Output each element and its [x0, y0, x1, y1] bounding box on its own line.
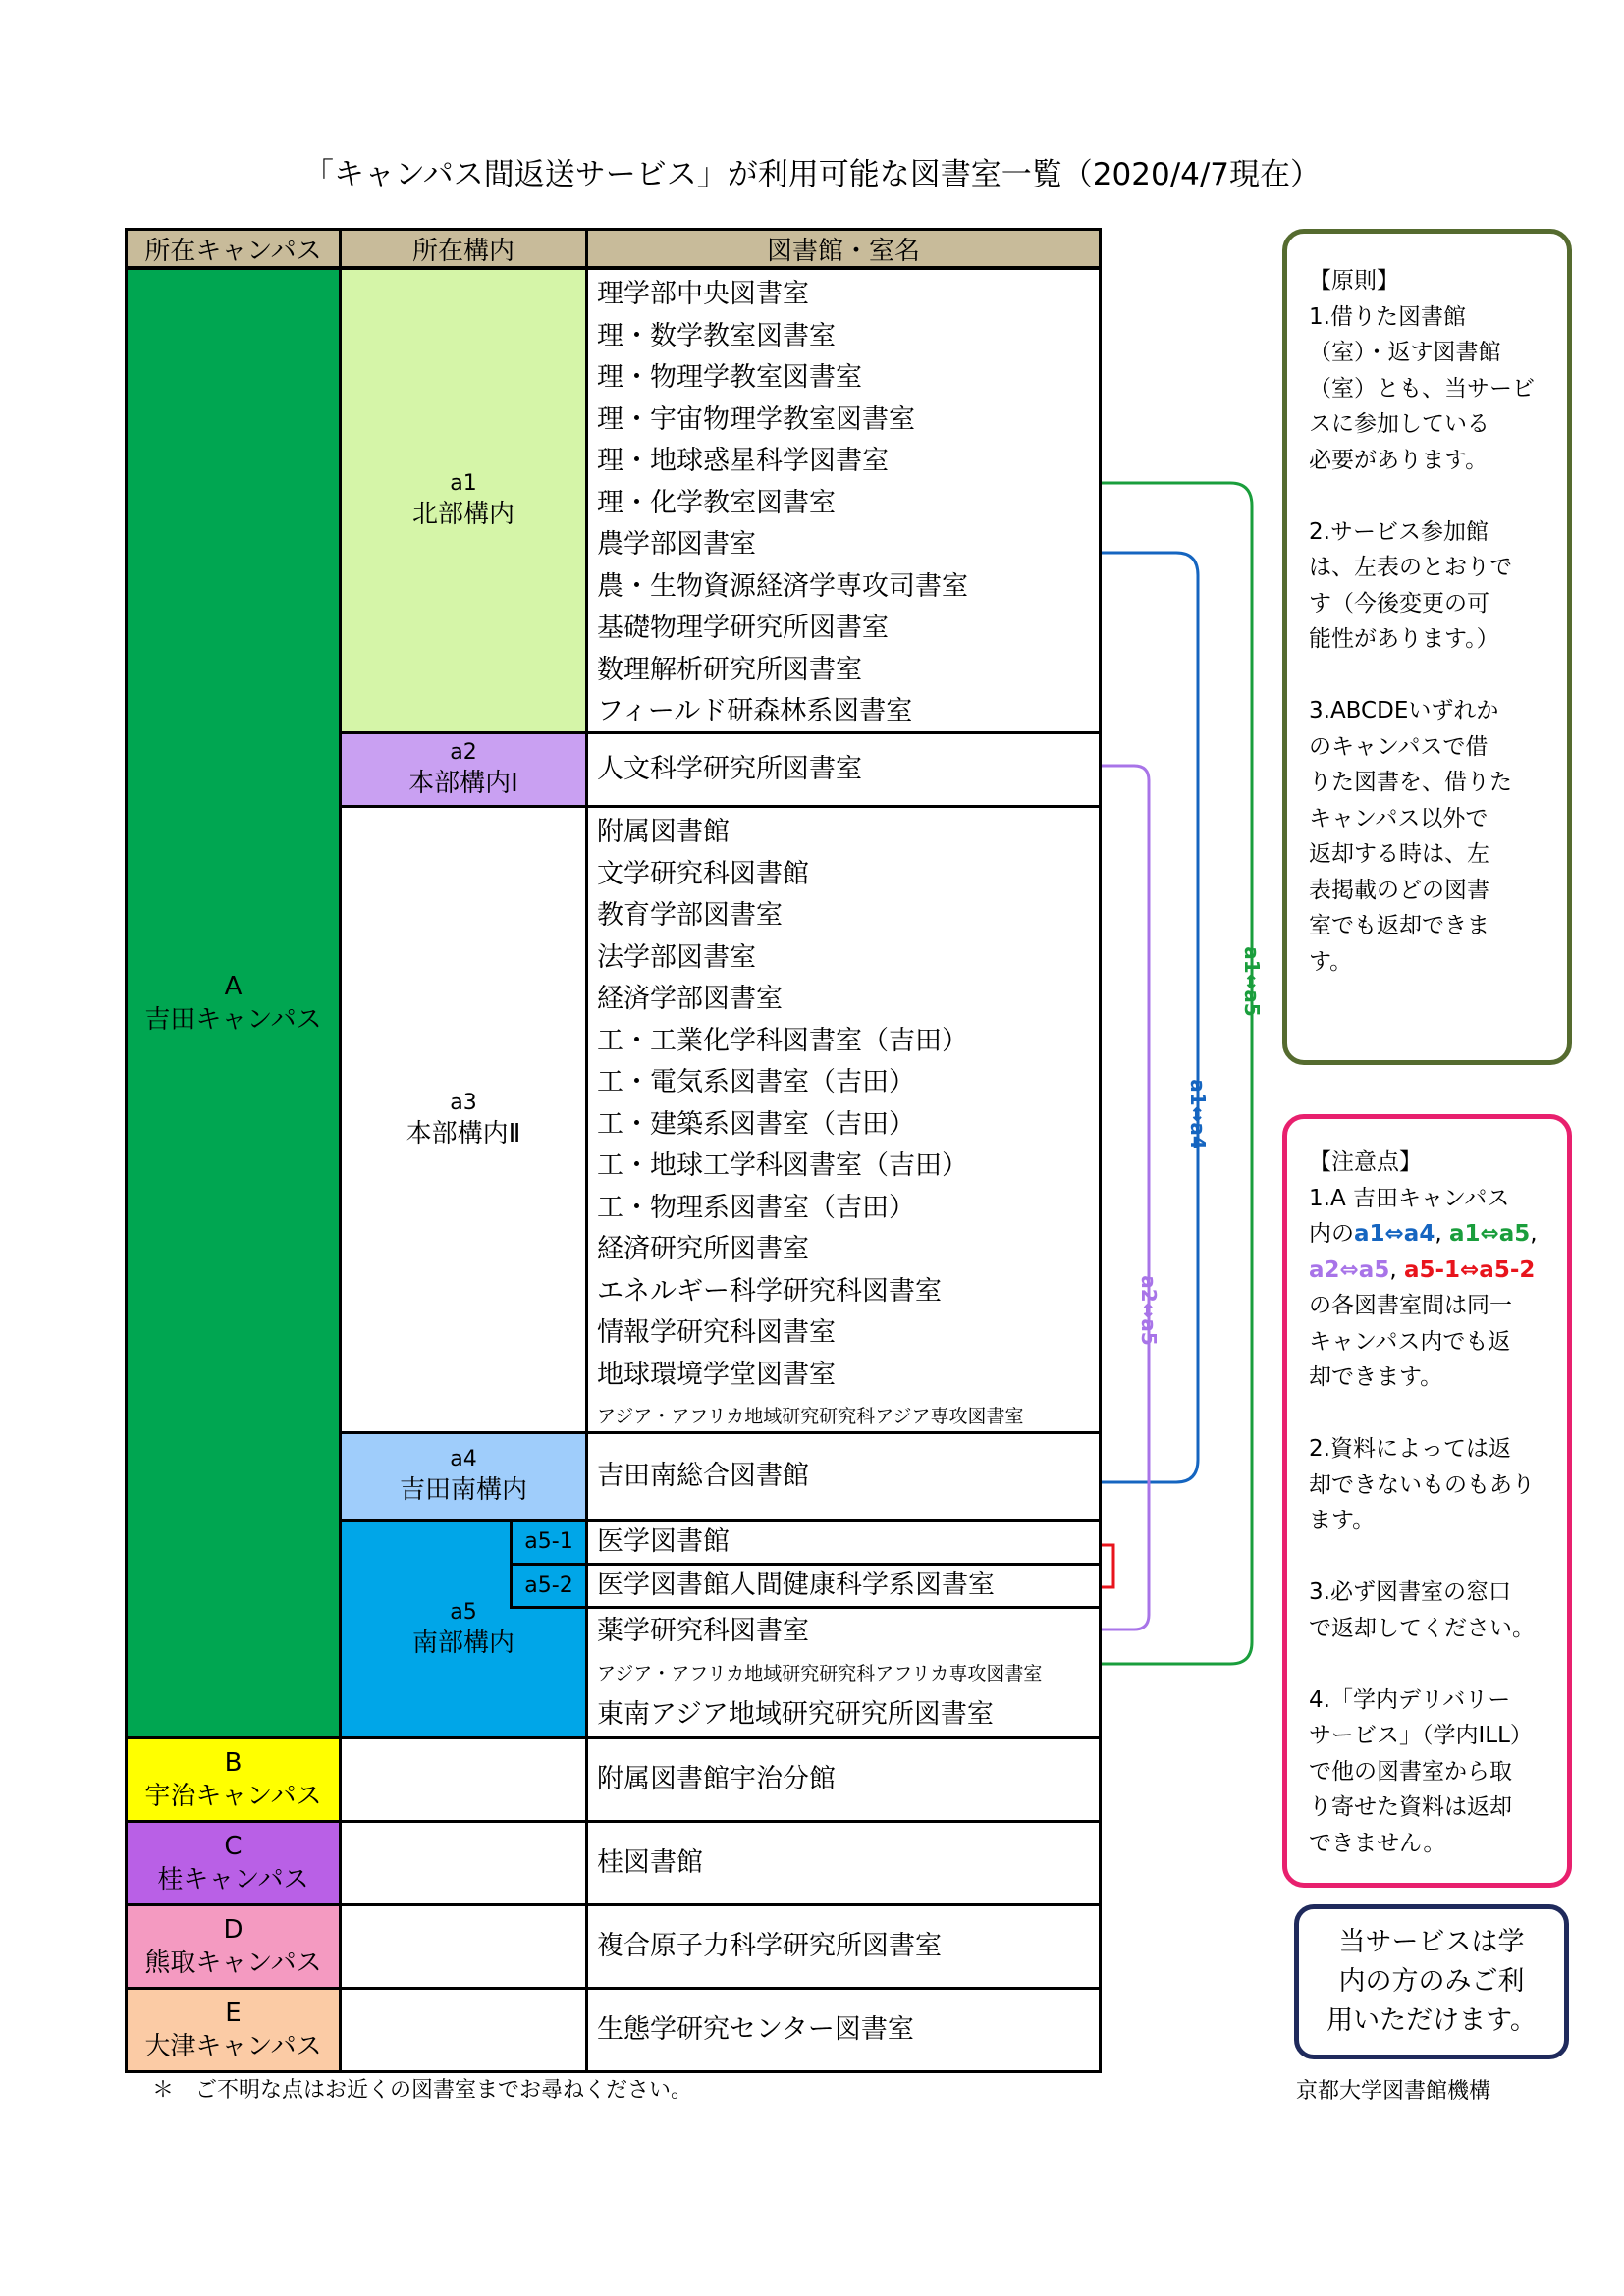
cautions-line: 4.「学内デリバリー	[1309, 1686, 1511, 1713]
library-name: フィールド研森林系図書室	[597, 696, 913, 726]
campus-d-name: 熊取キャンパス	[144, 1949, 322, 1978]
footnote: ＊ ご不明な点はお近くの図書室までお尋ねください。	[152, 2078, 693, 2103]
principles-line: 必要があります。	[1309, 447, 1489, 473]
connector-a1-a4-label: a1⇔a4	[1186, 1079, 1210, 1149]
members-only-line: 用いただけます。	[1326, 2005, 1537, 2036]
library-name: 地球環境学堂図書室	[597, 1359, 836, 1390]
page-title: 「キャンパス間返送サービス」が利用可能な図書室一覧（2020/4/7現在）	[302, 157, 1322, 192]
library-name: 教育学部図書室	[597, 900, 783, 931]
connector-a2-a5-label: a2⇔a5	[1137, 1275, 1161, 1346]
cautions-line-pairs-1	[1309, 1216, 1553, 1253]
library-name: エネルギー科学研究科図書室	[597, 1275, 942, 1307]
library-name: 附属図書館宇治分館	[597, 1763, 836, 1794]
cautions-line: キャンパス内でも返	[1309, 1328, 1511, 1355]
cautions-text: ,	[1435, 1221, 1449, 1247]
library-name: 工・建築系図書室（吉田）	[597, 1108, 915, 1140]
area-a4-code: a4	[450, 1447, 477, 1471]
library-name: 吉田南総合図書館	[597, 1460, 809, 1491]
cautions-heading: 【注意点】	[1309, 1149, 1422, 1175]
campus-d-letter: D	[223, 1915, 244, 1945]
connector-a1-a4-label-wrap	[1185, 1055, 1211, 1173]
library-name: 医学図書館人間健康科学系図書室	[597, 1570, 995, 1601]
cautions-pair-a5-1-a5-2: a5-1⇔a5-2	[1403, 1256, 1536, 1283]
principles-line: 返却する時は、左	[1309, 841, 1489, 867]
campus-b-letter: B	[224, 1748, 243, 1778]
library-name: 薬学研究科図書室	[597, 1616, 809, 1646]
cautions-line: で他の図書室から取	[1309, 1758, 1512, 1785]
principles-line: 室でも返却できま	[1309, 913, 1489, 938]
connector-a2-a5	[1102, 766, 1149, 1629]
principles-line: は、左表のとおりで	[1309, 555, 1512, 580]
cautions-spacer	[1309, 1396, 1553, 1432]
cautions-text: ,	[1389, 1256, 1404, 1283]
area-a1-code: a1	[450, 471, 477, 496]
connector-a1-a5-label: a1⇔a5	[1240, 946, 1264, 1017]
cautions-text: ,	[1530, 1221, 1538, 1247]
campus-a-name: 吉田キャンパス	[144, 1005, 322, 1035]
cautions-box	[1282, 1114, 1572, 1888]
area-a2-code: a2	[450, 740, 477, 765]
header-library: 図書館・室名	[585, 228, 1102, 269]
area-a4-name: 吉田南構内	[399, 1475, 527, 1505]
library-name: 医学図書館	[597, 1525, 730, 1557]
campus-e-letter: E	[225, 1999, 242, 2028]
campus-c-letter: C	[224, 1832, 243, 1861]
cautions-line: で返却してください。	[1309, 1615, 1535, 1641]
header-campus: 所在キャンパス	[125, 228, 342, 269]
principles-line: す（今後変更の可	[1309, 590, 1489, 616]
library-name: 情報学研究科図書室	[597, 1317, 836, 1348]
principles-line: のキャンパスで借	[1309, 733, 1489, 760]
members-only-line: 当サービスは学	[1338, 1927, 1525, 1957]
connector-a5-1-a5-2	[1102, 1545, 1113, 1587]
cautions-pair-a1-a4: a1⇔a4	[1354, 1221, 1435, 1247]
library-name: 経済学部図書室	[597, 984, 783, 1014]
principles-line: 能性があります。）	[1309, 626, 1499, 652]
library-name: 桂図書館	[597, 1846, 703, 1878]
library-name: アジア・アフリカ地域研究研究科アジア専攻図書室	[597, 1406, 1024, 1427]
library-name: 経済研究所図書室	[597, 1234, 809, 1264]
library-name: 理・化学教室図書室	[597, 487, 836, 518]
library-name: 農学部図書室	[597, 529, 756, 560]
members-only-box	[1294, 1904, 1569, 2059]
area-a5-code: a5	[450, 1599, 477, 1625]
connector-a1-a5-label-wrap	[1239, 923, 1265, 1041]
cautions-pair-a2-a5: a2⇔a5	[1309, 1256, 1390, 1283]
cautions-line: ます。	[1309, 1508, 1376, 1533]
principles-line: 3.ABCDEいずれか	[1309, 698, 1499, 723]
library-name: 東南アジア地域研究研究所図書室	[597, 1699, 994, 1730]
principles-box	[1282, 229, 1572, 1065]
area-a3-code: a3	[450, 1090, 477, 1115]
principles-line: す。	[1309, 948, 1353, 975]
campus-c-name: 桂キャンパス	[157, 1865, 309, 1895]
area-a1-name: 北部構内	[411, 500, 514, 529]
principles-heading: 【原則】	[1309, 268, 1399, 294]
principles-spacer	[1309, 658, 1553, 694]
cautions-line: り寄せた資料は返却	[1309, 1794, 1512, 1820]
cautions-text: 内の	[1309, 1221, 1354, 1247]
area-a2-name: 本部構内Ⅰ	[408, 769, 518, 798]
library-name: 理・数学教室図書室	[597, 320, 836, 351]
cautions-pair-a1-a5: a1⇔a5	[1448, 1221, 1531, 1247]
area-a5-2-label: a5-2	[510, 1563, 588, 1609]
library-name: 工・地球工学科図書室（吉田）	[597, 1150, 968, 1181]
library-name: 工・電気系図書室（吉田）	[597, 1067, 915, 1097]
campus-e-name: 大津キャンパス	[144, 2032, 322, 2061]
library-name: 附属図書館	[597, 817, 730, 847]
connector-a1-a5	[1102, 483, 1252, 1664]
header-area: 所在構内	[339, 228, 588, 269]
cautions-line: 1.A 吉田キャンパス	[1309, 1185, 1510, 1211]
library-name: アジア・アフリカ地域研究研究科アフリカ専攻図書室	[597, 1662, 1043, 1684]
cautions-line: 3.必ず図書室の窓口	[1309, 1579, 1511, 1605]
library-name: 工・工業化学科図書室（吉田）	[597, 1025, 968, 1056]
area-a5-1-label: a5-1	[510, 1519, 588, 1566]
cautions-line: 却できないものもあり	[1309, 1471, 1535, 1498]
principles-line: （室）とも、当サービ	[1309, 375, 1535, 401]
cautions-line: 2.資料によっては返	[1309, 1436, 1511, 1462]
library-name: 農・生物資源経済学専攻司書室	[597, 570, 968, 602]
connector-a2-a5-label-wrap	[1136, 1252, 1162, 1369]
library-name: 生態学研究センター図書室	[597, 2013, 914, 2045]
library-name: 法学部図書室	[597, 941, 756, 973]
cautions-line: できません。	[1309, 1830, 1446, 1856]
principles-line: 表掲載のどの図書	[1309, 877, 1489, 903]
principles-line: 2.サービス参加館	[1309, 518, 1489, 545]
cautions-line-pairs-2	[1309, 1253, 1553, 1289]
members-only-line: 内の方のみご利	[1338, 1966, 1525, 1997]
library-name: 工・物理系図書室（吉田）	[597, 1192, 915, 1223]
principles-line: りた図書を、借りた	[1309, 770, 1512, 795]
library-name: 基礎物理学研究所図書室	[597, 613, 889, 643]
principles-line: 1.借りた図書館	[1309, 303, 1466, 330]
principles-line: キャンパス以外で	[1309, 805, 1489, 831]
organization-name: 京都大学図書館機構	[1296, 2079, 1491, 2104]
library-name: 理・物理学教室図書室	[597, 362, 862, 393]
principles-line: スに参加している	[1309, 411, 1489, 437]
library-name: 人文科学研究所図書室	[597, 753, 862, 784]
cautions-line: の各図書室間は同一	[1309, 1293, 1512, 1318]
cautions-line: 却できます。	[1309, 1364, 1443, 1390]
library-name: 理・宇宙物理学教室図書室	[597, 403, 915, 435]
principles-spacer	[1309, 478, 1553, 514]
principles-line: （室）・返す図書館	[1309, 340, 1501, 365]
library-name: 理学部中央図書室	[597, 279, 809, 309]
cautions-line: サービス」（学内ILL）	[1309, 1723, 1533, 1748]
library-name: 複合原子力科学研究所図書室	[597, 1930, 942, 1961]
area-a3-name: 本部構内Ⅱ	[406, 1118, 521, 1148]
campus-b-name: 宇治キャンパス	[144, 1782, 322, 1811]
library-name: 文学研究科図書館	[597, 858, 809, 889]
area-a5-name: 南部構内	[411, 1628, 514, 1658]
library-name: 理・地球惑星科学図書室	[597, 446, 889, 476]
cautions-spacer	[1309, 1539, 1553, 1575]
campus-a-letter: A	[224, 972, 243, 1001]
cautions-spacer	[1309, 1646, 1553, 1682]
library-name: 数理解析研究所図書室	[597, 654, 862, 685]
